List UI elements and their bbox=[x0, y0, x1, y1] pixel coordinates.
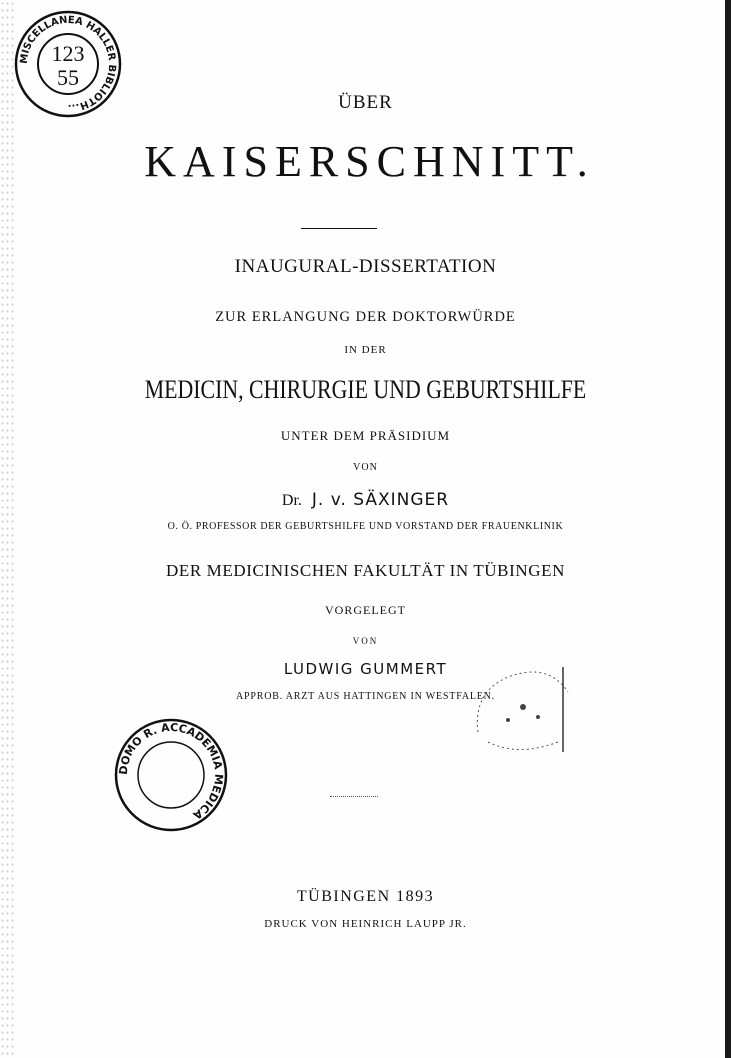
von-line-2: VON bbox=[352, 636, 379, 646]
in-der-line: IN DER bbox=[344, 344, 387, 356]
president-line bbox=[0, 490, 731, 510]
title-rule bbox=[301, 228, 377, 229]
presidium-line: UNTER DEM PRÄSIDIUM bbox=[280, 428, 451, 443]
library-stamp-number-bottom: 55 bbox=[57, 65, 79, 90]
academy-stamp-ring-text: DOMO R. ACCADEMIA MEDICA bbox=[116, 720, 226, 822]
library-stamp-ring-text: MISCELLANEA HALLER BIBLIOTH... bbox=[18, 14, 118, 114]
president-prefix: Dr. bbox=[281, 492, 302, 509]
embossed-stamp bbox=[468, 662, 578, 762]
main-title: KAISERSCHNITT. bbox=[144, 137, 595, 186]
printer-line: DRUCK VON HEINRICH LAUPP JR. bbox=[264, 918, 467, 930]
president-name: J. v. SÄXINGER bbox=[311, 490, 450, 510]
library-stamp-number-top: 123 bbox=[51, 41, 85, 66]
von-line-1: VON bbox=[353, 462, 378, 473]
faculty-line: DER MEDICINISCHEN FAKULTÄT IN TÜBINGEN bbox=[166, 561, 565, 580]
academy-stamp bbox=[112, 716, 230, 834]
fields-line: MEDICIN, CHIRURGIE UND GEBURTSHILFE bbox=[144, 375, 587, 404]
author-info: APPROB. ARZT AUS HATTINGEN IN WESTFALEN. bbox=[236, 691, 495, 702]
doctorate-line: ZUR ERLANGUNG DER DOKTORWÜRDE bbox=[215, 309, 516, 325]
vorgelegt-line: VORGELEGT bbox=[325, 603, 406, 617]
president-title: O. Ö. PROFESSOR DER GEBURTSHILFE UND VORSTAND DER FRAUENKLINIK bbox=[167, 521, 564, 532]
author-name: LUDWIG GUMMERT bbox=[283, 660, 448, 678]
dissertation-heading: INAUGURAL-DISSERTATION bbox=[234, 256, 497, 277]
city-year: TÜBINGEN 1893 bbox=[296, 888, 435, 905]
title-prefix: ÜBER bbox=[338, 92, 393, 113]
ornament-rule bbox=[330, 796, 378, 797]
